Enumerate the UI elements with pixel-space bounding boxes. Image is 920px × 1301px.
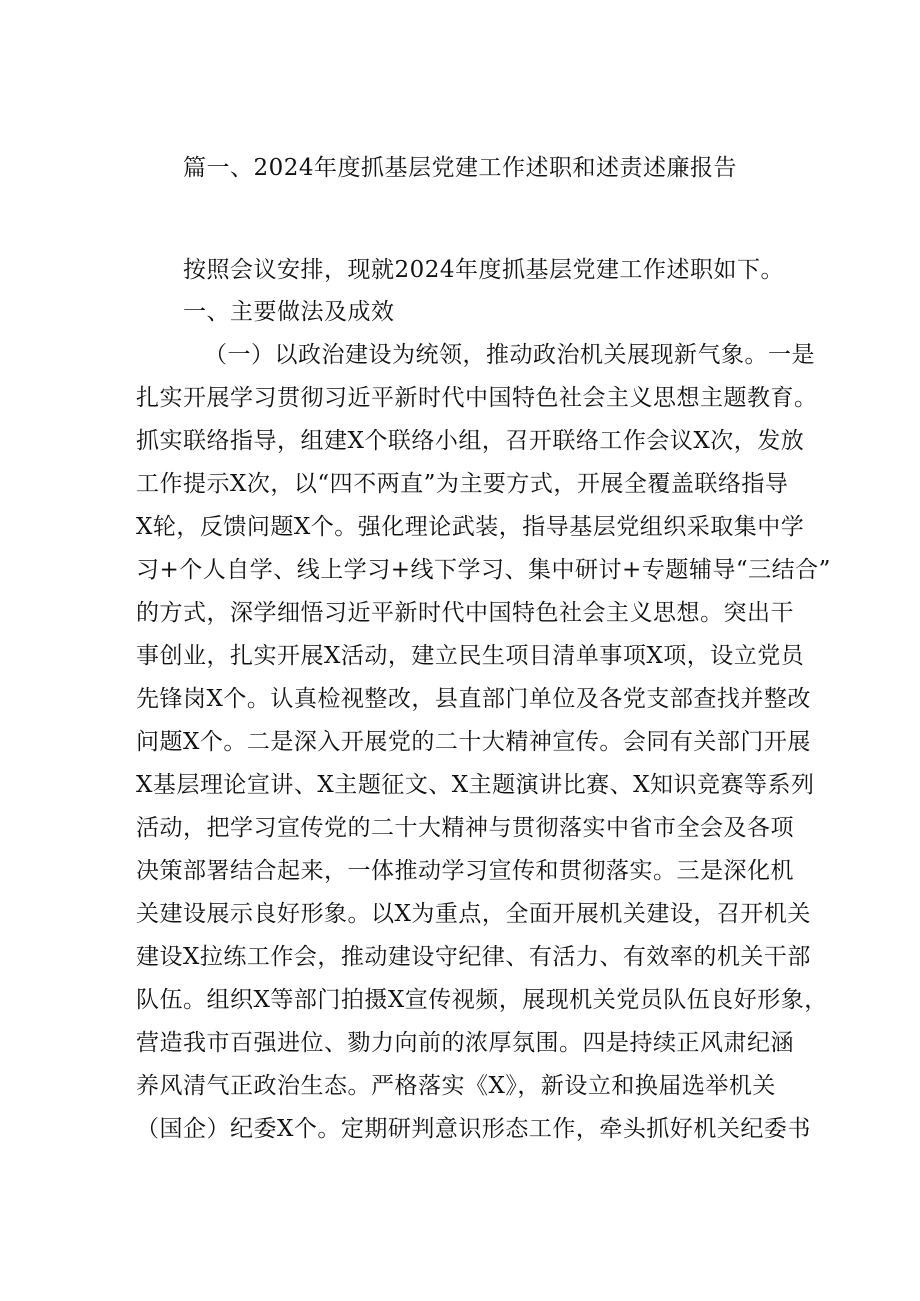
body-line: 工作提示X次，以“四不两直”为主要方式，开展全覆盖联络指导 — [136, 471, 789, 497]
body-line: 习+个人自学、线上学习+线下学习、集中研讨+专题辅导“三结合” — [136, 557, 831, 583]
body-line: 的方式，深学细悟习近平新时代中国特色社会主义思想。突出干 — [136, 600, 794, 626]
section-heading: 一、主要做法及成效 — [183, 299, 395, 325]
body-line: X轮，反馈问题X个。强化理论武装，指导基层党组织采取集中学 — [136, 514, 805, 540]
body-line: 建设X拉练工作会，推动建设守纪律、有活力、有效率的机关干部 — [136, 944, 811, 970]
body-line: （一）以政治建设为统领，推动政治机关展现新气象。一是 — [204, 342, 815, 368]
body-line: 营造我市百强进位、勠力向前的浓厚氛围。四是持续正风肃纪涵 — [136, 1030, 794, 1056]
body-line: 抓实联络指导，组建X个联络小组，召开联络工作会议X次，发放 — [136, 428, 805, 454]
body-line: 活动，把学习宣传党的二十大精神与贯彻落实中省市全会及各项 — [136, 815, 794, 841]
intro-paragraph: 按照会议安排，现就2024年度抓基层党建工作述职如下。 — [183, 257, 785, 283]
body-line: 关建设展示良好形象。以X为重点，全面开展机关建设，召开机关 — [136, 901, 811, 927]
body-line: 事创业，扎实开展X活动，建立民生项目清单事项X项，设立党员 — [136, 643, 805, 669]
body-line: 决策部署结合起来，一体推动学习宣传和贯彻落实。三是深化机 — [136, 858, 794, 884]
body-line: 扎实开展学习贯彻习近平新时代中国特色社会主义思想主题教育。 — [136, 385, 818, 411]
body-line: （国企）纪委X个。定期研判意识形态工作，牵头抓好机关纪委书 — [136, 1116, 811, 1142]
body-line: 队伍。组织X等部门拍摄X宣传视频，展现机关党员队伍良好形象， — [136, 987, 828, 1013]
body-line: 问题X个。二是深入开展党的二十大精神宣传。会同有关部门开展 — [136, 729, 811, 755]
body-line: 先锋岗X个。认真检视整改，县直部门单位及各党支部查找并整改 — [136, 686, 811, 712]
document-title: 篇一、2024年度抓基层党建工作述职和述责述廉报告 — [182, 155, 738, 181]
body-line: X基层理论宣讲、X主题征文、X主题演讲比赛、X知识竞赛等系列 — [136, 772, 815, 798]
body-line: 养风清气正政治生态。严格落实《X》，新设立和换届选举机关 — [136, 1073, 776, 1099]
